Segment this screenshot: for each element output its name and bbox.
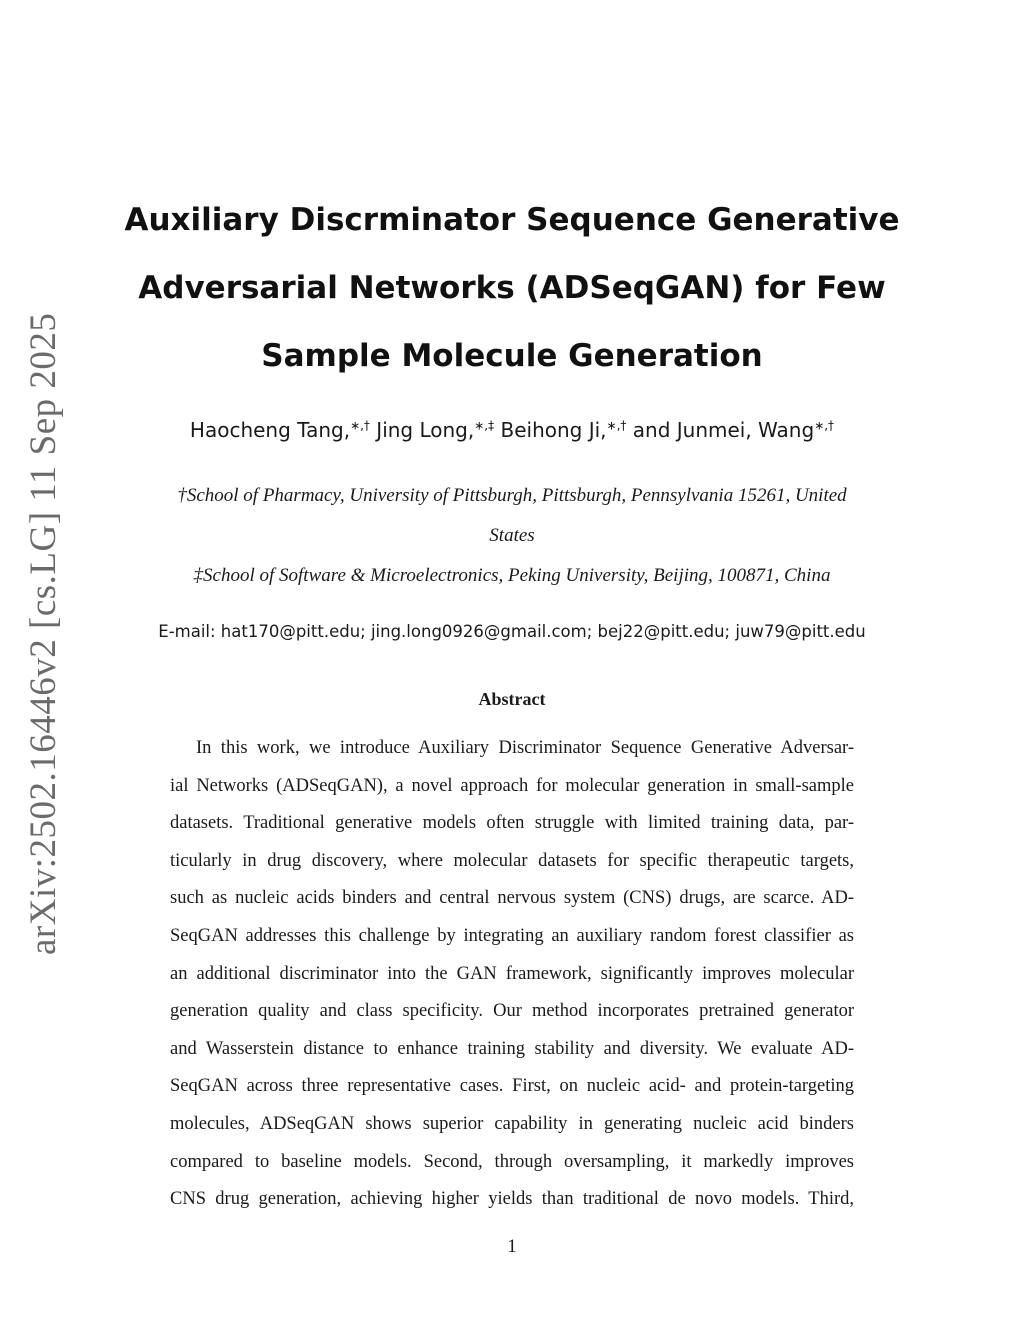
author-name: Jing Long, <box>376 418 475 442</box>
abstract-line: molecules, ADSeqGAN shows superior capability in generating nucleic acid binders <box>170 1113 854 1134</box>
author-marks: ∗,† <box>606 418 627 433</box>
page-number: 1 <box>507 1236 517 1257</box>
affiliation-line: †School of Pharmacy, University of Pittsburgh, Pittsburgh, Pennsylvania 15261, United <box>177 485 847 506</box>
abstract-line: SeqGAN addresses this challenge by integrating an auxiliary random forest classifier as <box>170 925 854 946</box>
abstract-line: an additional discriminator into the GAN framework, significantly improves molecular <box>170 963 854 984</box>
abstract-line: datasets. Traditional generative models often struggle with limited training data, par- <box>170 813 854 834</box>
abstract-heading: Abstract <box>478 689 546 709</box>
email-line: E-mail: hat170@pitt.edu; jing.long0926@gmail.com; bej22@pitt.edu; juw79@pitt.edu <box>158 622 866 641</box>
affiliation-line: ‡School of Software & Microelectronics, Peking University, Beijing, 100871, China <box>193 565 831 586</box>
paper-title <box>120 186 904 390</box>
title-line: Auxiliary Discrminator Sequence Generative <box>124 202 900 238</box>
abstract-line: SeqGAN across three representative cases. First, on nucleic acid- and protein-targeting <box>170 1076 854 1097</box>
affiliation-line: States <box>489 525 535 546</box>
abstract-line: compared to baseline models. Second, through oversampling, it markedly improves <box>170 1151 854 1172</box>
abstract-line: CNS drug generation, achieving higher yields than traditional de novo models. Third, <box>170 1189 854 1210</box>
abstract-body <box>170 730 854 1219</box>
abstract-line: generation quality and class specificity. Our method incorporates pretrained generator <box>170 1001 854 1022</box>
author-name: Haocheng Tang, <box>189 418 351 442</box>
author-marks: ∗,† <box>814 418 835 433</box>
author-marks: ∗,‡ <box>474 418 495 433</box>
abstract-line: such as nucleic acids binders and central nervous system (CNS) drugs, are scarce. AD- <box>170 888 854 909</box>
abstract-line: ial Networks (ADSeqGAN), a novel approach for molecular generation in small-sample <box>170 775 854 796</box>
abstract-line: and Wasserstein distance to enhance training stability and diversity. We evaluate AD- <box>170 1038 854 1059</box>
affiliation-pku <box>100 556 924 596</box>
affiliation-pitt <box>100 476 924 556</box>
author-name: Beihong Ji, <box>500 418 607 442</box>
title-line: Adversarial Networks (ADSeqGAN) for Few <box>138 270 886 306</box>
title-line: Sample Molecule Generation <box>261 338 763 374</box>
author-name: and Junmei, Wang <box>632 418 815 442</box>
abstract-line: ticularly in drug discovery, where molecular datasets for specific therapeutic targets, <box>170 850 854 871</box>
author-list <box>100 418 924 442</box>
abstract-line: In this work, we introduce Auxiliary Discriminator Sequence Generative Adversar- <box>196 738 854 758</box>
arxiv-stamp: arXiv:2502.16446v2 [cs.LG] 11 Sep 2025 <box>23 312 64 955</box>
author-marks: ∗,† <box>350 418 370 433</box>
